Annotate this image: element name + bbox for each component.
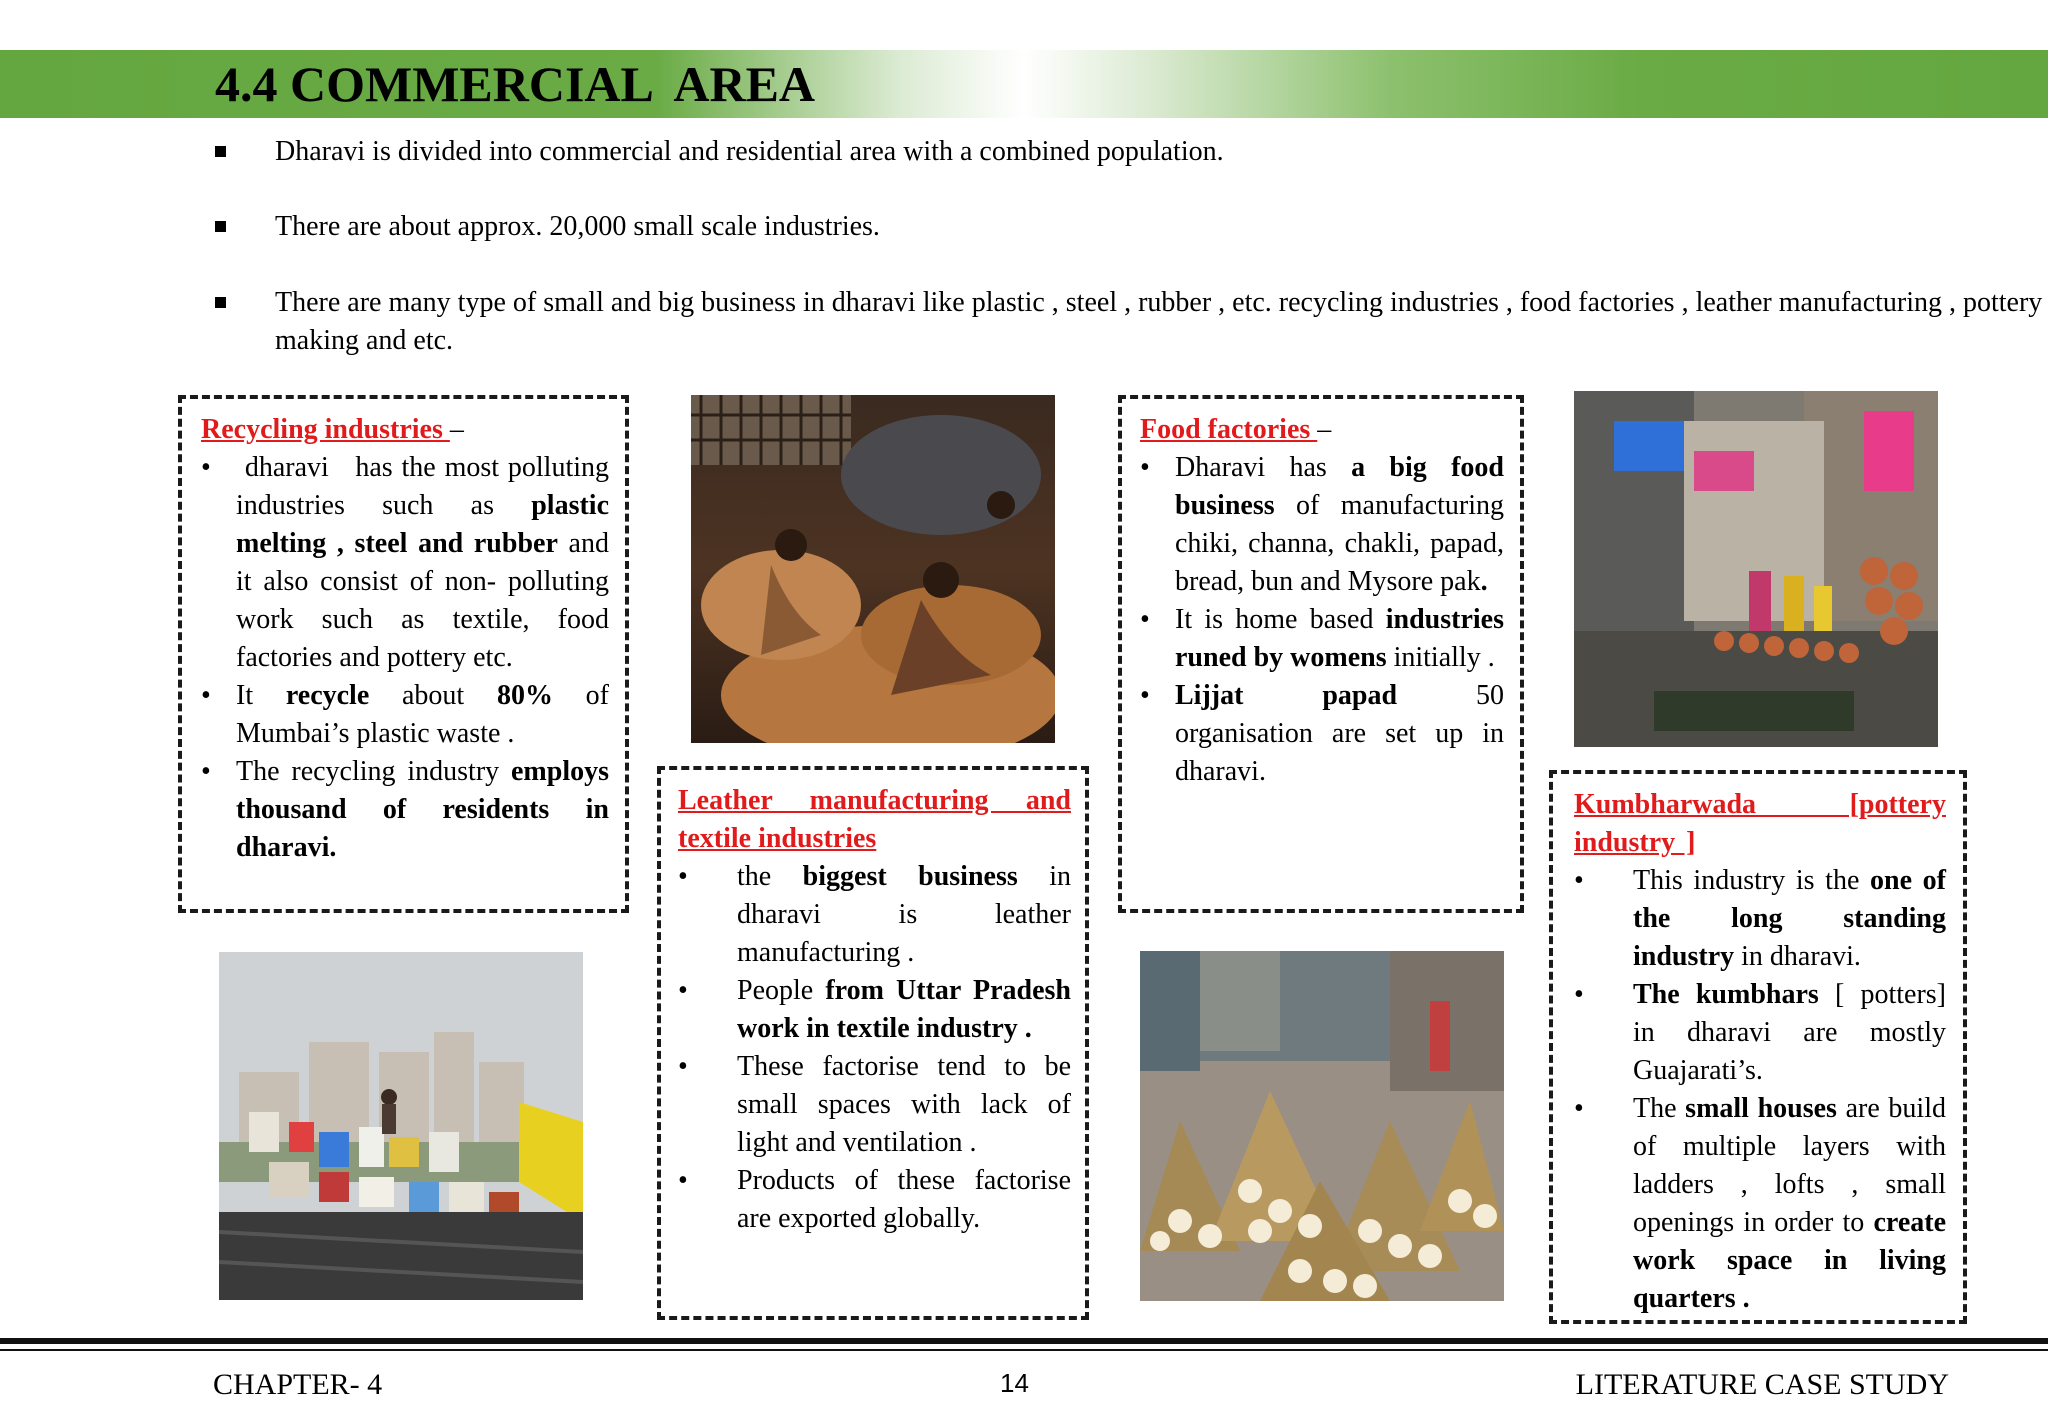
list-item: • It recycle about 80% of Mumbai’s plastic waste . [201, 680, 609, 749]
recycling-plastic-photo [219, 952, 583, 1300]
kumbharwada-street-image [1574, 391, 1938, 747]
leather-textile-box [657, 766, 1089, 1320]
food-heading: Food factories – [1140, 414, 1332, 445]
list-item: • This industry is the one of the long standing industry in dharavi. [1574, 865, 1946, 972]
leather-workers-image [691, 395, 1055, 743]
list-item: • People from Uttar Pradesh work in textile industry . [678, 975, 1071, 1044]
leather-workers-photo [691, 395, 1055, 743]
recycling-industries-box [178, 395, 629, 913]
leather-heading: Leather manufacturing and textile industries [678, 785, 1071, 854]
kumbharwada-street-photo [1574, 391, 1938, 747]
page-number: 14 [1000, 1368, 1029, 1398]
list-item: • Lijjat papad 50 organisation are set up in dharavi. [1140, 680, 1504, 787]
list-item: • The small houses are build of multiple layers with ladders , lofts , small openings in order to create work space in living quarters . [1574, 1093, 1946, 1314]
papad-drying-photo [1140, 951, 1504, 1301]
papad-drying-image [1140, 951, 1504, 1301]
page-title: 4.4 COMMERCIAL AREA [215, 56, 816, 112]
square-bullet-icon [215, 146, 226, 157]
section-label: LITERATURE CASE STUDY [1575, 1368, 1949, 1401]
footer-rule [0, 1349, 2048, 1351]
list-item: • These factorise tend to be small spaces with lack of light and ventilation . [678, 1051, 1071, 1158]
recycling-heading: Recycling industries – [201, 414, 464, 445]
list-item: • The kumbhars [ potters] in dharavi are mostly Guajarati’s. [1574, 979, 1946, 1086]
list-item: • the biggest business in dharavi is leather manufacturing . [678, 861, 1071, 968]
square-bullet-icon [215, 297, 226, 308]
recycling-plastic-image [219, 952, 583, 1300]
list-item: • dharavi has the most polluting industries such as plastic melting , steel and rubber and it also consist of non- polluting work such as textile, food factories and pottery etc. [201, 452, 609, 673]
list-item: • Products of these factorise are exported globally. [678, 1165, 1071, 1234]
kumbharwada-box [1549, 770, 1967, 1324]
kumbharwada-heading: Kumbharwada [pottery industry ] [1574, 789, 1946, 858]
footer-rule [0, 1338, 2048, 1344]
food-factories-box [1118, 395, 1524, 913]
square-bullet-icon [215, 221, 226, 232]
list-item: • The recycling industry employs thousand of residents in dharavi. [201, 756, 609, 863]
list-item: • It is home based industries runed by womens initially . [1140, 604, 1504, 673]
chapter-label: CHAPTER- 4 [213, 1368, 383, 1401]
list-item: • Dharavi has a big food business of manufacturing chiki, channa, chakli, papad, bread, bun and Mysore pak. [1140, 452, 1504, 597]
